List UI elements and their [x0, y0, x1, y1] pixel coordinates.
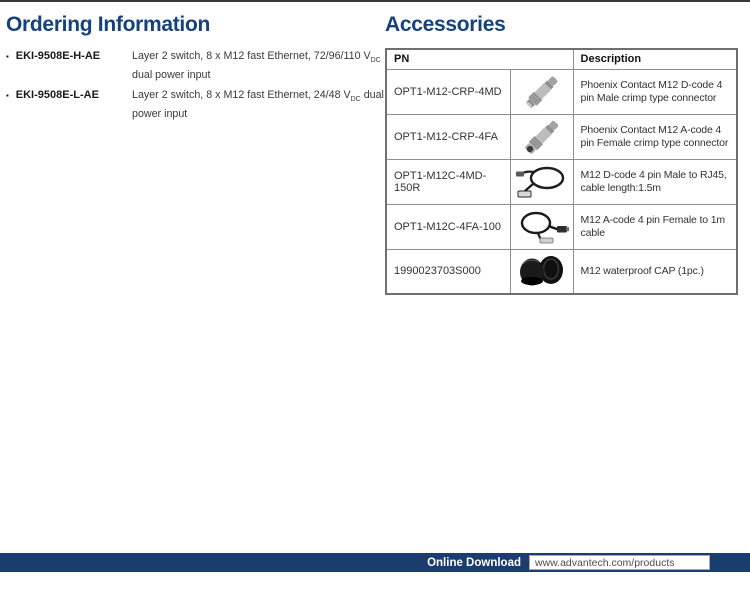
description-column-header: Description	[573, 49, 737, 69]
model-description	[132, 49, 384, 82]
accessories-table	[385, 48, 738, 295]
product-image-cell	[511, 159, 573, 204]
model-description-text: Layer 2 switch, 8 x M12 fast Ethernet, 72/96/110 V	[132, 50, 371, 62]
ordering-information-title: Ordering Information	[6, 13, 211, 36]
product-image-cell	[511, 249, 573, 294]
part-description: M12 D-code 4 pin Male to RJ45, cable length:1.5m	[573, 159, 737, 204]
page-top-rule	[0, 0, 750, 2]
ordering-information-section	[6, 13, 384, 127]
vdc-subscript: DC	[350, 96, 361, 104]
part-description: M12 A-code 4 pin Female to 1m cable	[573, 204, 737, 249]
part-number: OPT1-M12C-4MD-150R	[386, 159, 511, 204]
model-description	[132, 88, 384, 121]
m12-male-to-rj45-cable-icon	[514, 162, 570, 202]
part-description: M12 waterproof CAP (1pc.)	[573, 249, 737, 294]
online-download-label: Online Download	[427, 556, 521, 569]
table-row	[386, 114, 737, 159]
product-image-cell	[511, 69, 573, 114]
table-header-row	[386, 49, 737, 69]
part-number: OPT1-M12-CRP-4MD	[386, 69, 511, 114]
model-number: EKI-9508E-H-AE	[15, 50, 101, 62]
part-description: Phoenix Contact M12 D-code 4 pin Male crimp type connector	[573, 69, 737, 114]
model-description-text: Layer 2 switch, 8 x M12 fast Ethernet, 24/48 V	[132, 89, 351, 102]
m12-female-cable-icon	[514, 207, 570, 247]
table-row	[386, 159, 737, 204]
online-download-bar	[0, 553, 750, 572]
part-description: Phoenix Contact M12 A-code 4 pin Female crimp type connector	[573, 114, 737, 159]
m12-female-crimp-connector-icon	[517, 116, 567, 158]
m12-waterproof-caps-icon	[514, 250, 570, 292]
accessories-section	[385, 13, 738, 295]
pn-column-header: PN	[386, 49, 573, 69]
model-description-tail: dual power input	[132, 69, 211, 82]
product-image-cell	[511, 204, 573, 249]
model-description-tail: dual power input	[132, 89, 384, 121]
list-item	[6, 88, 384, 121]
model-number: EKI-9508E-L-AE	[15, 89, 99, 102]
part-number: 1990023703S000	[386, 249, 511, 294]
ordering-list	[6, 49, 384, 121]
m12-male-crimp-connector-icon	[517, 71, 567, 113]
part-number: OPT1-M12C-4FA-100	[386, 204, 511, 249]
bullet-icon: ▪	[6, 52, 9, 61]
product-image-cell	[511, 114, 573, 159]
list-item	[6, 49, 384, 82]
bullet-icon: ▪	[6, 91, 9, 101]
table-row	[386, 69, 737, 114]
table-row	[386, 249, 737, 294]
vdc-subscript: DC	[370, 57, 381, 65]
accessories-title: Accessories	[385, 13, 506, 36]
part-number: OPT1-M12-CRP-4FA	[386, 114, 511, 159]
table-row	[386, 204, 737, 249]
download-url-link[interactable]: www.advantech.com/products	[529, 555, 710, 570]
